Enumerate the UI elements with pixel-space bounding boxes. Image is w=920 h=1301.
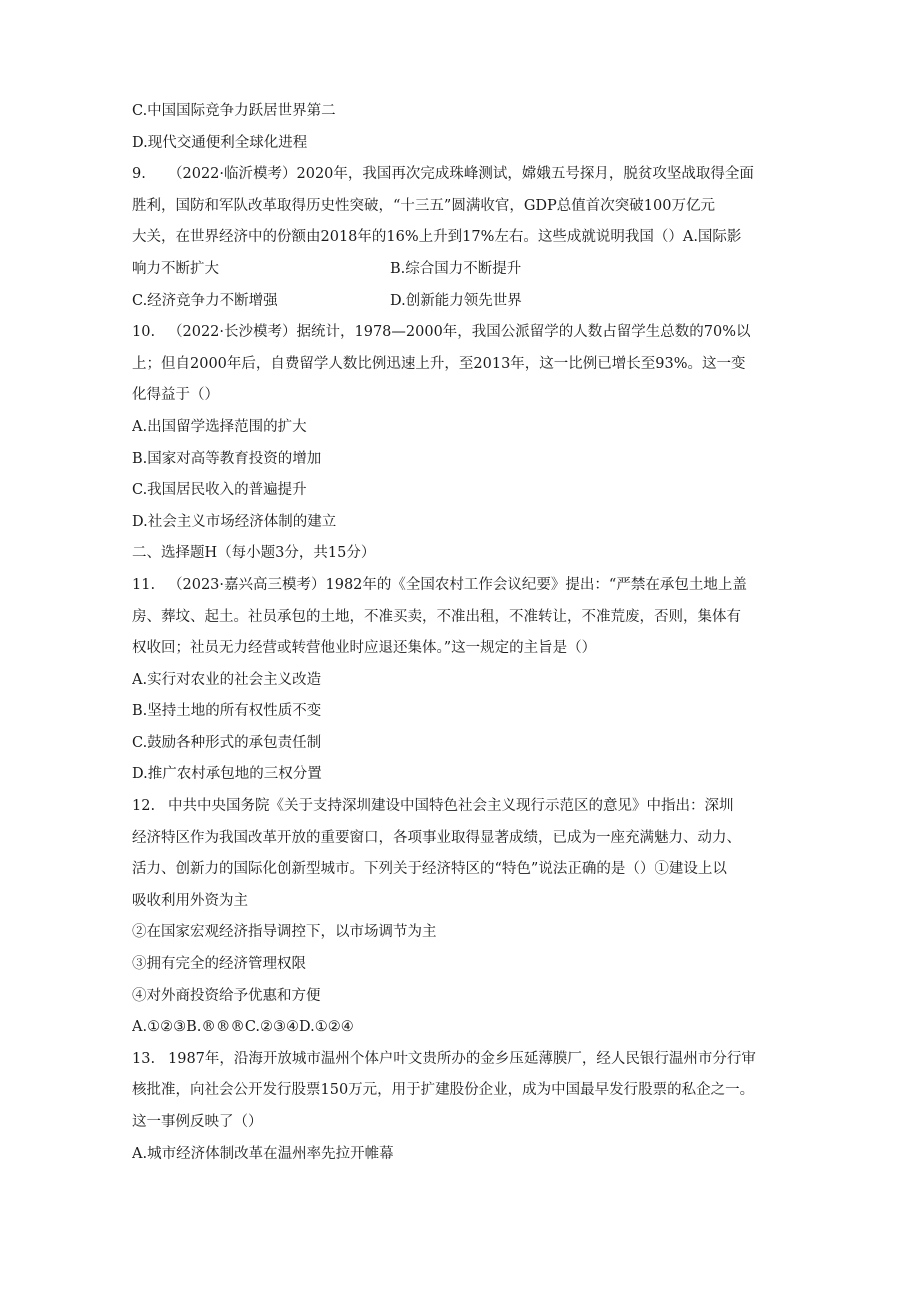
line-text: A.城市经济体制改革在温州率先拉开帷幕 — [132, 1145, 394, 1162]
line-text: C.中国国际竞争力跃居世界第二 — [132, 103, 336, 119]
text-line — [132, 854, 812, 886]
text-line — [132, 96, 812, 128]
text-line — [132, 1107, 812, 1139]
text-line — [132, 823, 812, 855]
line-text: 核批准，向社会公开发行股票150万元，用于扩建股份企业，成为中国最早发行股票的私企之一。 — [132, 1082, 755, 1099]
text-line — [132, 380, 812, 412]
line-text: D.社会主义市场经济体制的建立 — [132, 513, 337, 530]
text-line — [132, 317, 812, 349]
line-text: ④对外商投资给予优惠和方便 — [132, 987, 321, 1004]
line-text: A.出国留学选择范围的扩大 — [132, 418, 307, 435]
text-line — [132, 222, 812, 254]
question-number: 11. — [132, 576, 156, 593]
text-line — [132, 981, 812, 1013]
line-text: 二、选择题H（每小题3分，共15分） — [132, 545, 376, 562]
text-line — [132, 570, 812, 602]
line-text: （2022·临沂模考）2020年，我国再次完成珠峰测试，嫦娥五号探月，脱贫攻坚战取得全面 — [168, 166, 754, 183]
text-line — [132, 507, 812, 539]
question-number: 12. — [132, 798, 156, 815]
line-text: 吸收利用外资为主 — [132, 892, 248, 909]
line-text: 经济特区作为我国改革开放的重要窗口，各项事业取得显著成绩，已成为一座充满魅力、动力、 — [132, 829, 741, 846]
text-line — [132, 286, 812, 318]
text-line — [132, 917, 812, 949]
text-line — [132, 475, 812, 507]
line-text: B.国家对高等教育投资的增加 — [132, 450, 322, 467]
line-text: 房、葬坟、起土。社员承包的土地，不准买卖，不准出租，不准转让，不准荒废，否则，集体有 — [132, 608, 741, 625]
option-left: 响力不断扩大 — [132, 260, 219, 277]
text-line — [132, 159, 812, 191]
question-number: 10. — [132, 324, 156, 341]
text-line — [132, 191, 812, 223]
line-text: 1987年，沿海开放城市温州个体户叶文贵所办的金乡压延薄膜厂，经人民银行温州市分行审 — [168, 1050, 756, 1067]
text-line — [132, 1012, 812, 1044]
line-text: 权收回；社员无力经营或转营他业时应退还集体。”这一规定的主旨是（） — [132, 640, 597, 657]
text-line — [132, 1139, 812, 1171]
line-text: 大关，在世界经济中的份额由2018年的16%上升到17%左右。这些成就说明我国（）A.国际影 — [132, 229, 742, 246]
line-text: 化得益于（） — [132, 387, 219, 404]
line-text: D.推广农村承包地的三权分置 — [132, 766, 322, 783]
line-text: （2023·嘉兴高三模考）1982年的《全国农村工作会议纪要》提出：“严禁在承包土地上盖 — [168, 576, 747, 593]
question-number: 9. — [132, 166, 146, 183]
text-line — [132, 1075, 812, 1107]
question-number: 13. — [132, 1050, 156, 1067]
text-line — [132, 759, 812, 791]
line-text: ②在国家宏观经济指导调控下，以市场调节为主 — [132, 924, 437, 941]
line-text: 这一事例反映了（） — [132, 1114, 263, 1130]
text-line — [132, 665, 812, 697]
text-line — [132, 696, 812, 728]
text-line — [132, 633, 812, 665]
line-text: A.①②③B.®®®C.②③④D.①②④ — [132, 1019, 354, 1036]
line-text: 上；但自2000年后，自费留学人数比例迅速上升，至2013年，这一比例已增长至93%。这一变 — [132, 355, 746, 372]
line-text: 胜利，国防和军队改革取得历史性突破，“十三五”圆满收官，GDP总值首次突破100万亿元 — [132, 197, 715, 214]
line-text: 中共中央国务院《关于支持深圳建设中国特色社会主义现行示范区的意见》中指出：深圳 — [168, 798, 734, 815]
option-right: B.综合国力不断提升 — [390, 260, 522, 277]
text-line — [132, 949, 812, 981]
text-line — [132, 791, 812, 823]
text-line — [132, 128, 812, 160]
line-text: 活力、创新力的国际化创新型城市。下列关于经济特区的“特色”说法正确的是（）①建设上以 — [132, 861, 727, 878]
text-line — [132, 728, 812, 760]
exam-text-body — [132, 96, 812, 1170]
text-line — [132, 538, 812, 570]
text-line — [132, 602, 812, 634]
line-text: C.我国居民收入的普遍提升 — [132, 482, 307, 499]
text-line — [132, 349, 812, 381]
line-text: ③拥有完全的经济管理权限 — [132, 956, 306, 973]
text-line — [132, 444, 812, 476]
line-text: （2022·长沙模考）据统计，1978—2000年，我国公派留学的人数占留学生总数的70%以 — [168, 324, 751, 341]
line-text: B.坚持土地的所有权性质不变 — [132, 703, 322, 720]
option-right: D.创新能力领先世界 — [390, 292, 522, 309]
text-line — [132, 254, 812, 286]
option-left: C.经济竞争力不断增强 — [132, 292, 278, 309]
text-line — [132, 886, 812, 918]
line-text: C.鼓励各种形式的承包责任制 — [132, 734, 322, 751]
text-line — [132, 1044, 812, 1076]
line-text: A.实行对农业的社会主义改造 — [132, 671, 322, 688]
line-text: D.现代交通便利全球化进程 — [132, 134, 308, 151]
text-line — [132, 412, 812, 444]
